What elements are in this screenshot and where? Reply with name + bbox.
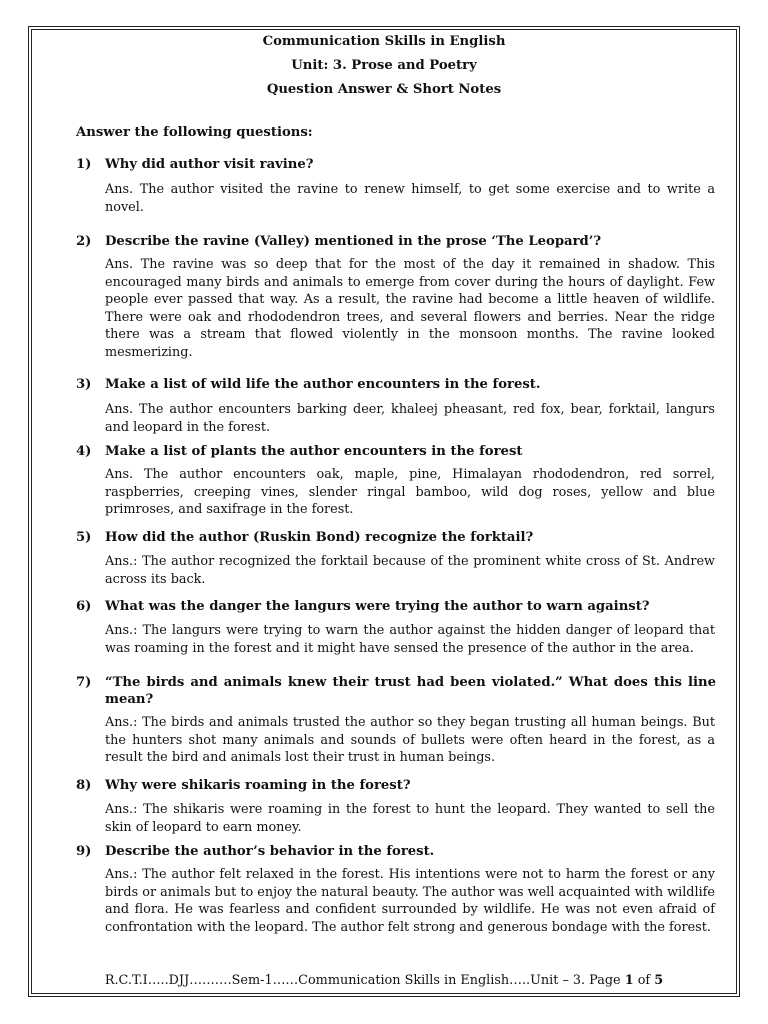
page-footer (0, 973, 768, 988)
footer-of: of (637, 973, 651, 988)
unit-title: Unit: 3. Prose and Poetry (291, 58, 477, 73)
question-text: Why were shikaris roaming in the forest? (105, 778, 411, 793)
section-title: Answer the following questions: (76, 125, 313, 140)
question-7 (76, 674, 716, 710)
question-number: 3) (76, 377, 92, 392)
answer-3: Ans. The author encounters barking deer, khaleej pheasant, red fox, bear, forktail, langurs and leopard in the forest. (105, 402, 715, 435)
question-number: 8) (76, 778, 92, 793)
question-number: 2) (76, 234, 92, 249)
question-number: 1) (76, 157, 92, 172)
page-total: 5 (654, 973, 664, 988)
question-text: How did the author (Ruskin Bond) recognize the forktail? (105, 530, 534, 545)
question-number: 4) (76, 444, 92, 459)
footer-text: R.C.T.I…..DJJ……….Sem-1……Communication Skills in English…..Unit – 3. Page (104, 973, 621, 988)
answer-7: Ans.: The birds and animals trusted the author so they began trusting all human beings. But the hunters shot many animals and sounds of bullets were often heard in the forest, as a result the bird and animals lost their trust in human beings. (105, 715, 715, 765)
question-number: 6) (76, 599, 92, 614)
question-text: Make a list of wild life the author encounters in the forest. (105, 377, 541, 392)
question-text: “The birds and animals knew their trust had been violated.” What does this line mean? (105, 675, 716, 707)
question-number: 7) (76, 675, 92, 690)
question-text: Why did author visit ravine? (105, 157, 314, 172)
answer-2: Ans. The ravine was so deep that for the most of the day it remained in shadow. This encouraged many birds and animals to emerge from cover during the hours of daylight. Few people ever passed that way. As a result, the ravine had become a little heaven of wildlife. There were oak and rhododendron trees, and several flowers and berries. Near the ridge there was a stream that flowed violently in the monsoon months. The ravine looked mesmerizing. (105, 257, 715, 360)
doc-subtitle: Question Answer & Short Notes (266, 82, 502, 97)
page-number: 1 (624, 973, 634, 988)
question-number: 9) (76, 844, 92, 859)
answer-8: Ans.: The shikaris were roaming in the forest to hunt the leopard. They wanted to sell the skin of leopard to earn money. (105, 802, 715, 835)
question-number: 5) (76, 530, 92, 545)
question-text: Make a list of plants the author encounters in the forest (105, 444, 523, 459)
answer-4: Ans. The author encounters oak, maple, pine, Himalayan rhododendron, red sorrel, raspberries, creeping vines, slender ringal bamboo, wild dog roses, yellow and blue primroses, and saxifrage in the forest. (105, 467, 715, 517)
answer-5: Ans.: The author recognized the forktail because of the prominent white cross of St. Andrew across its back. (105, 554, 715, 587)
answer-9: Ans.: The author felt relaxed in the forest. His intentions were not to harm the forest or any birds or animals but to enjoy the natural beauty. The author was well acquainted with wildlife and flora. He was fearless and confident surrounded by wildlife. He was not even afraid of confrontation with the leopard. The author felt strong and generous bondage with the forest. (105, 867, 715, 935)
answer-6: Ans.: The langurs were trying to warn the author against the hidden danger of leopard that was roaming in the forest and it might have sensed the presence of the author in the area. (105, 623, 715, 656)
question-text: What was the danger the langurs were trying the author to warn against? (105, 599, 650, 614)
question-text: Describe the ravine (Valley) mentioned in the prose ‘The Leopard’? (105, 234, 602, 249)
answer-1: Ans. The author visited the ravine to renew himself, to get some exercise and to write a novel. (105, 182, 715, 215)
question-text: Describe the author’s behavior in the forest. (105, 844, 435, 859)
doc-title: Communication Skills in English (262, 34, 506, 49)
